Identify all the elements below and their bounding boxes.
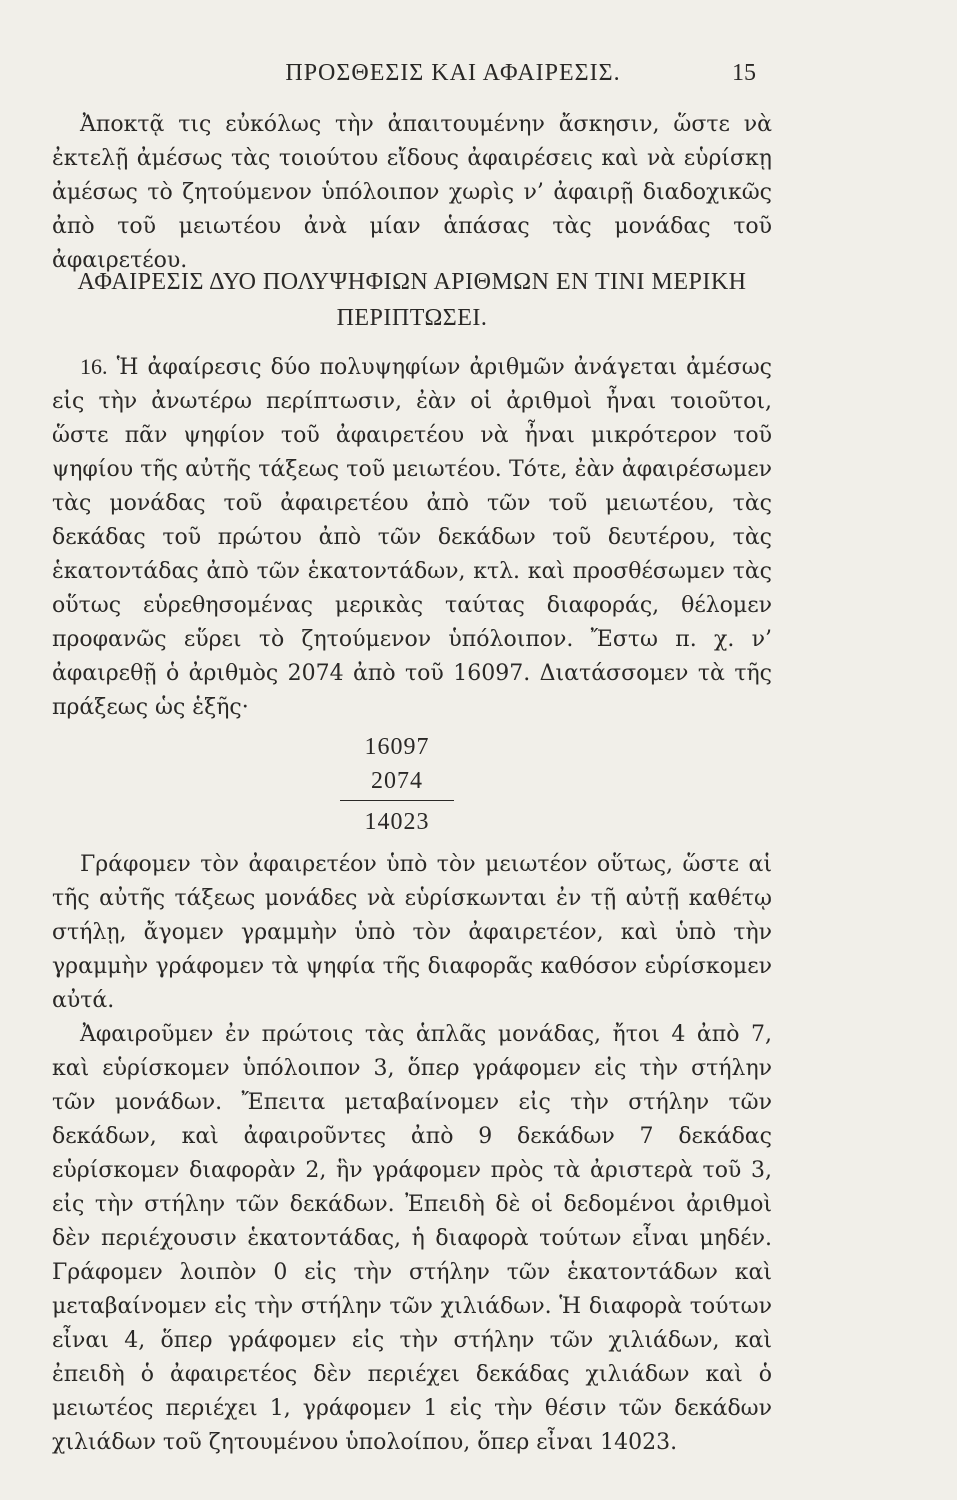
section-heading-line-2: ΠΕΡΙΠΤΩΣΕΙ. [336, 305, 488, 331]
section-heading [52, 264, 772, 336]
paragraph-16 [52, 350, 772, 725]
page-number: 15 [732, 60, 756, 86]
subtraction-example [340, 730, 454, 839]
paragraph-layout-text: Γράφομεν τὸν ἀφαιρετέον ὑπὸ τὸν μειωτέον οὕτως, ὥστε αἱ τῆς αὐτῆς τάξεως μονάδες νὰ εὑρίσκωνται ἐν τῇ αὐτῇ καθέτῳ στήλῃ, ἄγομεν γραμμὴν ὑπὸ τὸν ἀφαιρετέον, καὶ ὑπὸ τὴν γραμμὴν γράφομεν τὰ ψηφία τῆς διαφορᾶς καθόσον εὑρίσκομεν αὐτά. [52, 852, 772, 1013]
paragraph-intro-text: Ἀποκτᾷ τις εὐκόλως τὴν ἀπαιτουμένην ἄσκησιν, ὥστε νὰ ἐκτελῇ ἀμέσως τὰς τοιούτου εἴδους ἀφαιρέσεις καὶ νὰ εὑρίσκῃ ἀμέσως τὸ ζητούμενον ὑπόλοιπον χωρὶς ν’ ἀφαιρῇ διαδοχικῶς ἀπὸ τοῦ μειωτέου ἀνὰ μίαν ἁπάσας τὰς μονάδας τοῦ ἀφαιρετέου. [52, 112, 772, 273]
paragraph-steps-text: Ἀφαιροῦμεν ἐν πρώτοις τὰς ἁπλᾶς μονάδας, ἤτοι 4 ἀπὸ 7, καὶ εὑρίσκομεν ὑπόλοιπον 3, ὅπερ γράφομεν εἰς τὴν στήλην τῶν μονάδων. Ἔπειτα μεταβαίνομεν εἰς τὴν στήλην τῶν δεκάδων, καὶ ἀφαιροῦντες ἀπὸ 9 δεκάδων 7 δεκάδας εὑρίσκομεν διαφορὰν 2, ἣν γράφομεν πρὸς τὰ ἀριστερὰ τοῦ 3, εἰς τὴν στήλην τῶν δεκάδων. Ἐπειδὴ δὲ οἱ δεδομένοι ἀριθμοὶ δὲν περιέχουσιν ἑκατοντάδας, ἡ διαφορὰ τούτων εἶναι μηδέν. Γράφομεν λοιπὸν 0 εἰς τὴν στήλην τῶν ἑκατοντάδων καὶ μεταβαίνομεν εἰς τὴν στήλην τῶν χιλιάδων. Ἡ διαφορὰ τούτων εἶναι 4, ὅπερ γράφομεν εἰς τὴν στήλην τῶν χιλιάδων, καὶ ἐπειδὴ ὁ ἀφαιρετέος δὲν περιέχει δεκάδας χιλιάδων καὶ ὁ μειωτέος περιέχει 1, γράφομεν 1 εἰς τὴν θέσιν τῶν δεκάδων χιλιάδων τοῦ ζητουμένου ὑπολοίπου, ὅπερ εἶναι 14023. [52, 1022, 772, 1455]
section-heading-line-1: ΑΦΑΙΡΕΣΙΣ ΔΥΟ ΠΟΛΥΨΗΦΙΩΝ ΑΡΙΘΜΩΝ ΕΝ ΤΙΝΙ ΜΕΡΙΚΗ [77, 269, 747, 295]
paragraph-intro [52, 108, 772, 278]
paragraph-explanation [52, 848, 772, 1460]
paragraph-16-text: Ἡ ἀφαίρεσις δύο πολυψηφίων ἀριθμῶν ἀνάγεται ἀμέσως εἰς τὴν ἀνωτέρω περίπτωσιν, ἐὰν οἱ ἀριθμοὶ ἦναι τοιοῦτοι, ὥστε πᾶν ψηφίον τοῦ ἀφαιρετέου νὰ ἦναι μικρότερον τοῦ ψηφίου τῆς αὐτῆς τάξεως τοῦ μειωτέου. Τότε, ἐὰν ἀφαιρέσωμεν τὰς μονάδας τοῦ ἀφαιρετέου ἀπὸ τῶν τοῦ μειωτέου, τὰς δεκάδας τοῦ πρώτου ἀπὸ τῶν δεκάδων τοῦ δευτέρου, τὰς ἑκατοντάδας ἀπὸ τῶν ἑκατοντάδων, κτλ. καὶ προσθέσωμεν τὰς οὕτως εὑρεθησομένας μερικὰς ταύτας διαφοράς, θέλομεν προφανῶς εὕρει τὸ ζητούμενον ὑπόλοιπον. Ἔστω π. χ. ν’ ἀφαιρεθῇ ὁ ἀριθμὸς 2074 ἀπὸ τοῦ 16097. Διατάσσομεν τὰ τῆς πράξεως ὡς ἑξῆς· [52, 355, 772, 720]
running-title: ΠΡΟΣΘΕΣΙΣ ΚΑΙ ΑΦΑΙΡΕΣΙΣ. [285, 60, 621, 86]
minuend: 16097 [364, 734, 430, 760]
subtraction-rule [340, 800, 454, 801]
paragraph-16-body [52, 350, 772, 725]
page-header [0, 60, 957, 94]
difference: 14023 [364, 809, 430, 835]
subtrahend: 2074 [371, 768, 423, 794]
paragraph-number: 16. [80, 354, 108, 379]
